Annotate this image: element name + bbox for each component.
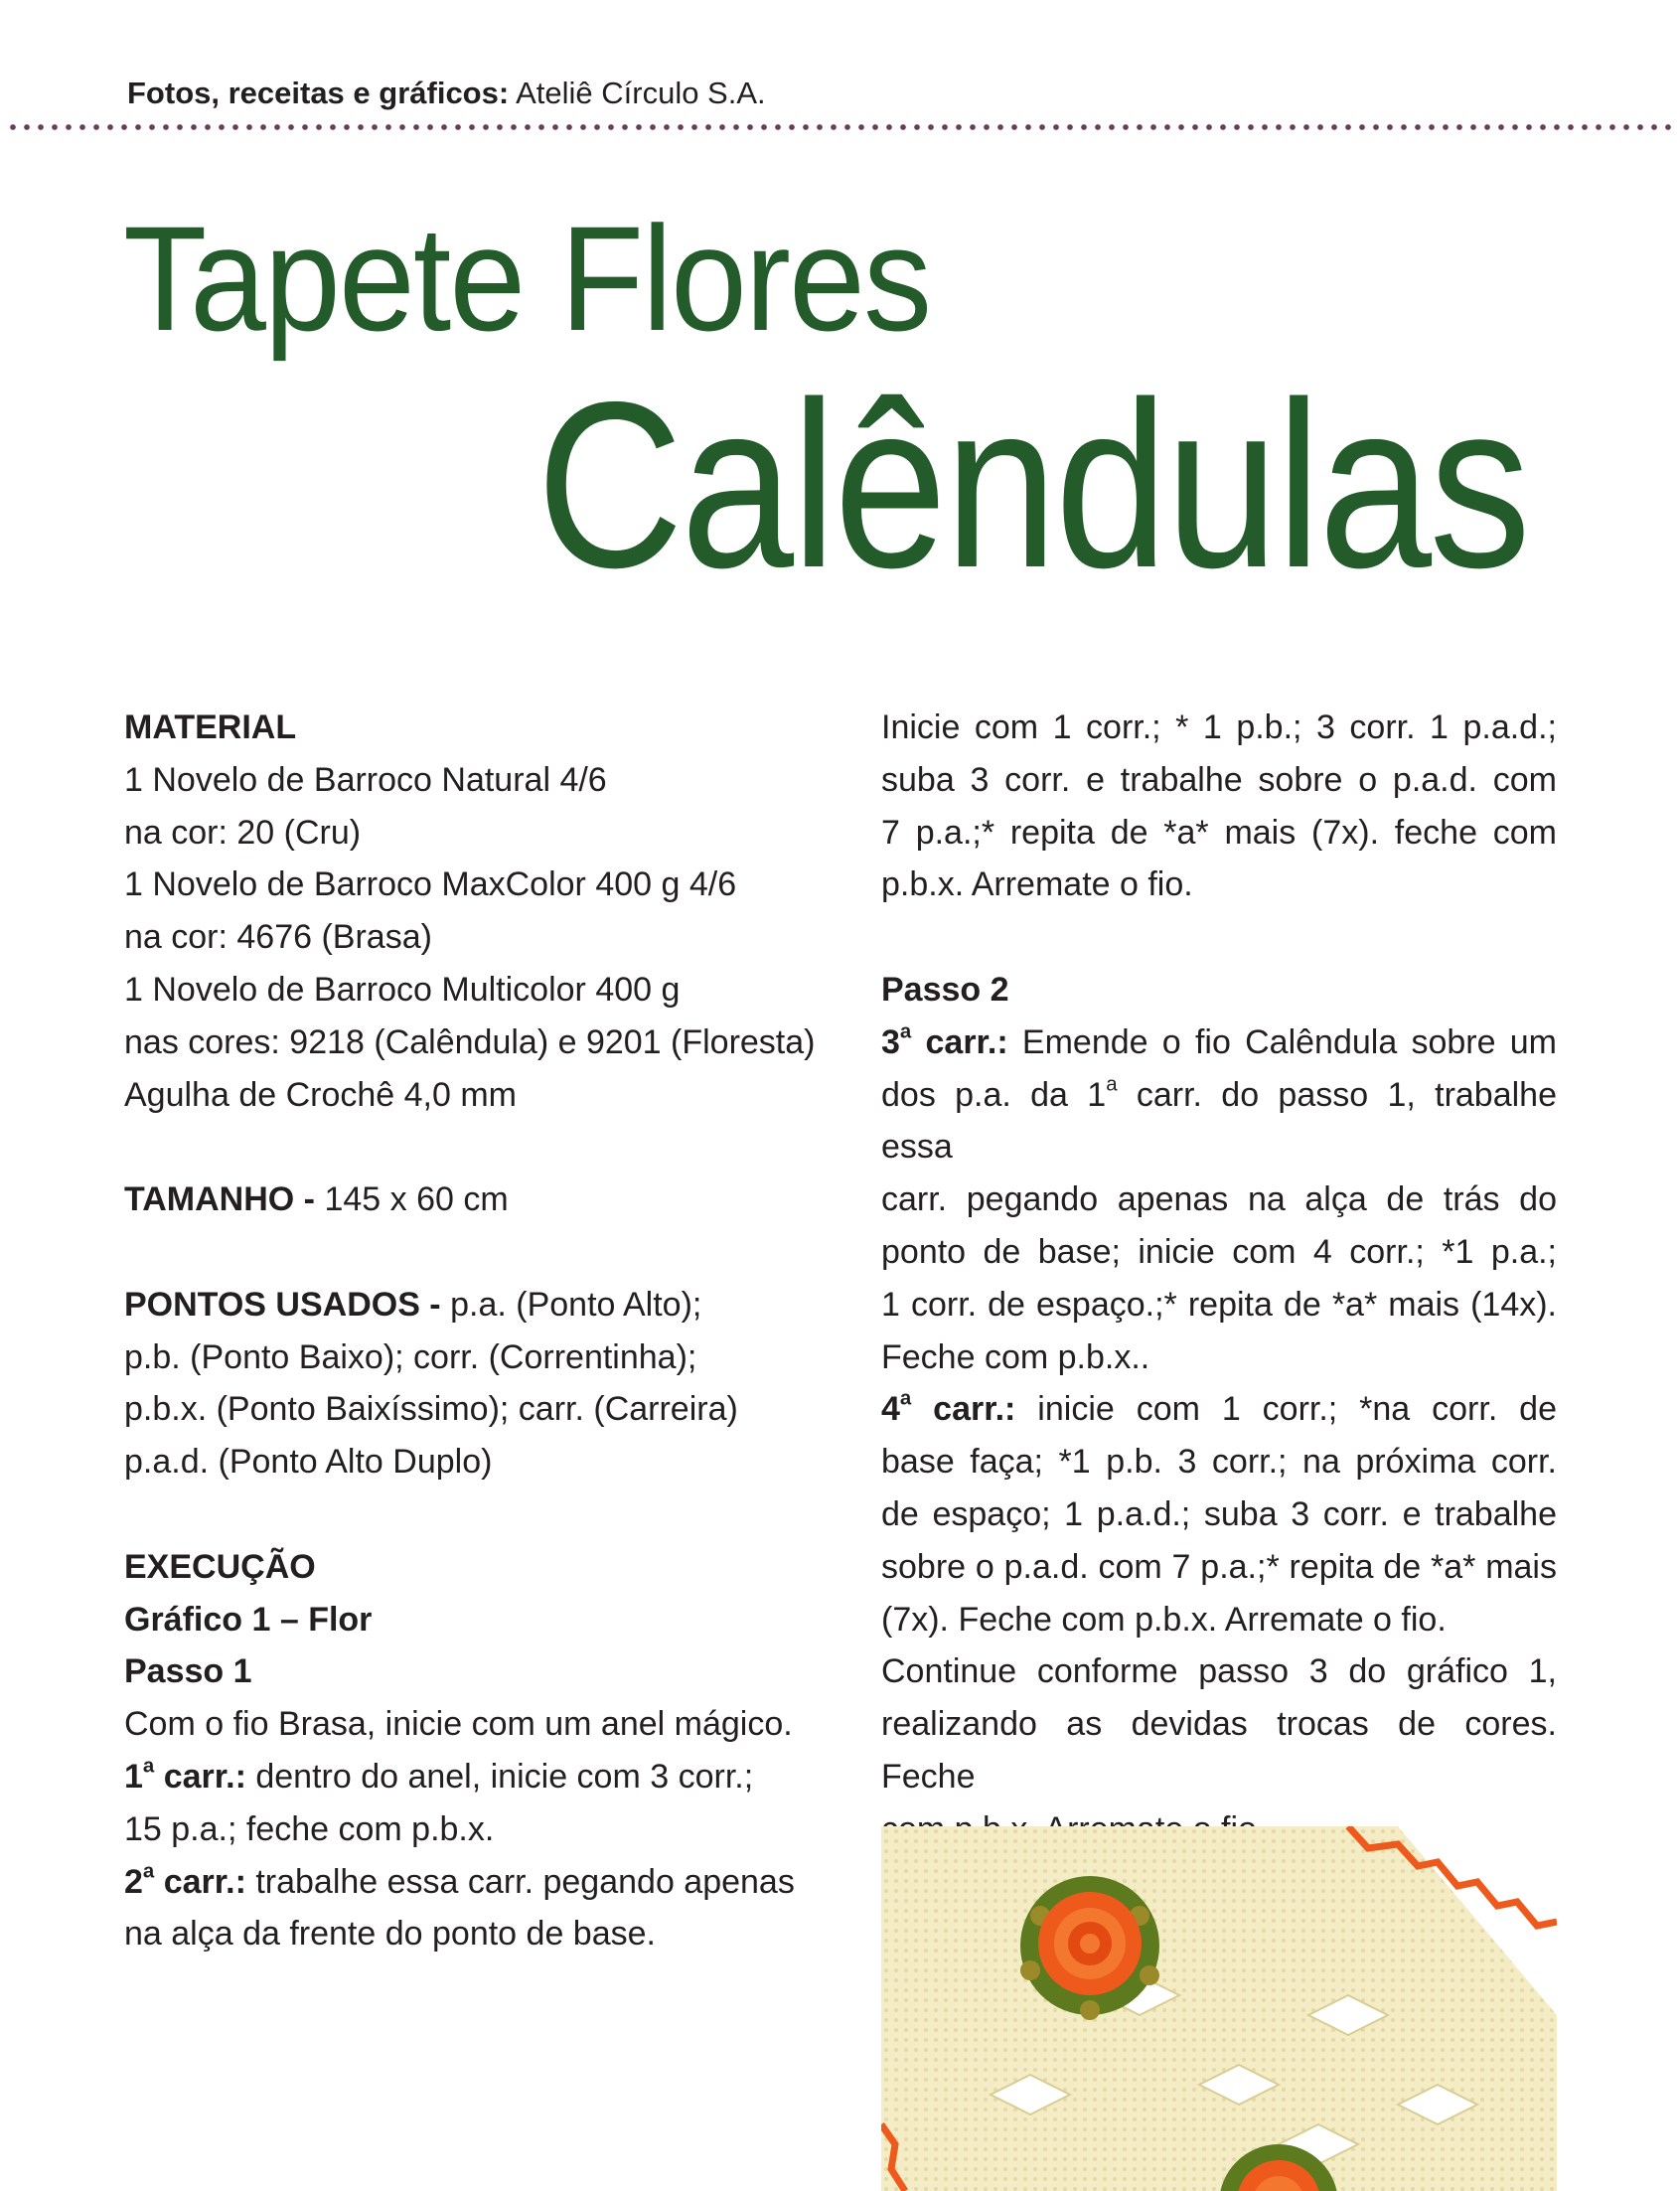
pontos-line: p.b. (Ponto Baixo); corr. (Correntinha); [124, 1337, 697, 1376]
material-line: nas cores: 9218 (Calêndula) e 9201 (Floresta) [124, 1022, 816, 1061]
row3-line: 1 corr. de espaço.;* repita de *a* mais (14x). [881, 1285, 1557, 1324]
row3-line: Feche com p.b.x.. [881, 1337, 1150, 1376]
pontos-line: p.b.x. (Ponto Baixíssimo); carr. (Carreira) [124, 1390, 738, 1429]
cont-line: Continue conforme passo 3 do gráfico 1, [881, 1652, 1557, 1691]
row3-line: carr. pegando apenas na alça de trás do [881, 1180, 1557, 1219]
credits [127, 76, 766, 111]
p1-line: suba 3 corr. e trabalhe sobre o p.a.d. com [881, 760, 1557, 799]
passo2-heading: Passo 2 [881, 970, 1009, 1009]
row4-line: base faça; *1 p.b. 3 corr.; na próxima corr. [881, 1443, 1557, 1482]
pontos-first-line [124, 1279, 810, 1331]
row2-line-2: na alça da frente do ponto de base. [124, 1915, 656, 1954]
material-line: 1 Novelo de Barroco Natural 4/6 [124, 760, 607, 799]
execucao-intro: Com o fio Brasa, inicie com um anel mágico. [124, 1705, 793, 1744]
row4-line: (7x). Feche com p.b.x. Arremate o fio. [881, 1600, 1447, 1639]
p1-line: Inicie com 1 corr.; * 1 p.b.; 3 corr. 1 p.a.d.; [881, 708, 1557, 746]
grafico-heading: Gráfico 1 – Flor [124, 1600, 373, 1639]
left-column [124, 702, 816, 1960]
row3-line: 3$^a$ carr.: Emende o fio Calêndula sobre um [881, 1020, 1557, 1061]
tamanho-label: TAMANHO - [124, 1180, 315, 1219]
credits-label: Fotos, receitas e gráficos: [127, 76, 510, 110]
row4-line: sobre o p.a.d. com 7 p.a.;* repita de *a* mais [881, 1547, 1557, 1586]
passo1-heading: Passo 1 [124, 1652, 252, 1691]
row3-line-2: dos p.a. da 1$^a$ carr. do passo 1, trabalhe essa [881, 1073, 1557, 1167]
title-line-1: Tapete Flores [123, 195, 931, 362]
pontos-line: p.a.d. (Ponto Alto Duplo) [124, 1443, 493, 1482]
tamanho-value: 145 x 60 cm [324, 1180, 509, 1219]
cont-line: realizando as devidas trocas de cores. Feche [881, 1705, 1557, 1796]
row4-line: 4$^a$ carr.: inicie com 1 corr.; *na corr. de [881, 1388, 1558, 1429]
row1-line-2: 15 p.a.; feche com p.b.x. [124, 1809, 495, 1848]
row4-line: de espaço; 1 p.a.d.; suba 3 corr. e trabalhe [881, 1494, 1557, 1533]
row3-line: ponto de base; inicie com 4 corr.; *1 p.a.; [881, 1232, 1557, 1271]
material-line: Agulha de Crochê 4,0 mm [124, 1075, 517, 1114]
material-heading: MATERIAL [124, 708, 297, 746]
rug-photo [881, 1826, 1557, 2191]
material-line: 1 Novelo de Barroco MaxColor 400 g 4/6 [124, 865, 737, 904]
material-line: 1 Novelo de Barroco Multicolor 400 g [124, 970, 681, 1009]
pontos-label: PONTOS USADOS - [124, 1285, 441, 1324]
right-column [881, 702, 1557, 1908]
p1-line: 7 p.a.;* repita de *a* mais (7x). feche com [881, 813, 1557, 852]
credits-value: Ateliê Círculo S.A. [516, 76, 766, 110]
rug-photo-svg [881, 1826, 1557, 2191]
row1-line: 1$^a$ carr.: dentro do anel, inicie com 3 corr.; [124, 1755, 754, 1796]
pontos-first: p.a. (Ponto Alto); [450, 1285, 702, 1324]
tamanho [124, 1174, 810, 1226]
execucao-heading: EXECUÇÃO [124, 1547, 316, 1586]
material-line: na cor: 4676 (Brasa) [124, 918, 432, 957]
row2-line: 2$^a$ carr.: trabalhe essa carr. pegando apenas [124, 1860, 795, 1901]
p1-line: p.b.x. Arremate o fio. [881, 865, 1193, 904]
material-line: na cor: 20 (Cru) [124, 813, 362, 852]
title-line-2: Calêndulas [536, 354, 1529, 617]
dotted-divider [6, 123, 1671, 131]
